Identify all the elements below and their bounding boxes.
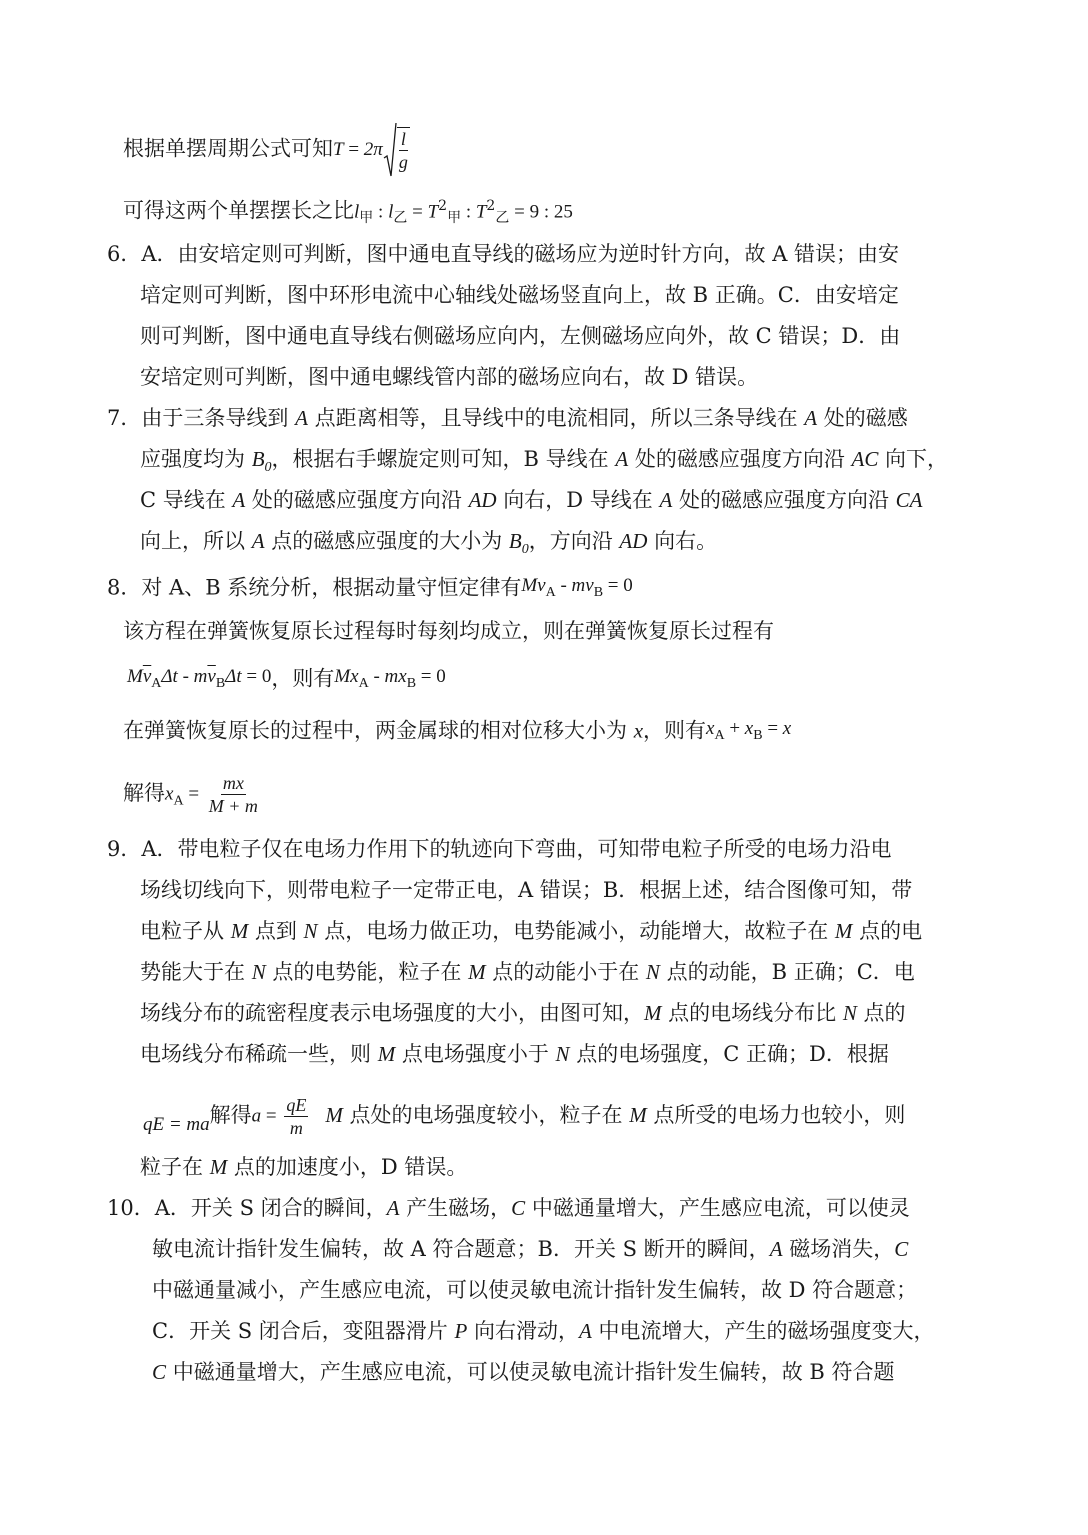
text-span: 处的磁感应强度方向沿	[245, 488, 469, 512]
var-AC: AC	[851, 447, 879, 471]
text-span: 磁场消失，	[782, 1237, 895, 1261]
question-6-line	[107, 240, 899, 268]
text-span: 敏电流计指针发生偏转，故 A 符合题意；B．开关 S 断开的瞬间，	[152, 1237, 770, 1261]
var-M: M	[377, 1042, 396, 1066]
text-span: 点的动能小于在	[485, 960, 646, 984]
formula-sub: 乙	[393, 210, 408, 227]
text-span: 根据单摆周期公式可知	[123, 136, 333, 161]
question-9-line	[143, 1094, 905, 1139]
fraction	[284, 1094, 308, 1139]
question-8-line	[123, 714, 791, 750]
question-8-line	[127, 662, 446, 698]
length-ratio-formula	[354, 192, 573, 232]
var-M: M	[325, 1103, 343, 1127]
formula-op: = 0	[603, 575, 633, 596]
text-span: A．带电粒子仅在电场力作用下的轨迹向下弯曲，可知带电粒子所受的电场力沿电	[141, 837, 892, 861]
question-9-line	[140, 958, 915, 986]
text-span: 则可判断，图中通电直导线右侧磁场应向内，左侧磁场应向外，故 C 错误；D．由	[140, 324, 901, 348]
formula-var: x	[744, 718, 754, 739]
momentum-formula	[521, 571, 632, 607]
var-C: C	[511, 1196, 526, 1220]
var-A: A	[615, 447, 629, 471]
text-span: 点，电场力做正功，电势能减小，动能增大，故粒子在	[317, 919, 835, 943]
sqrt-symbol	[383, 122, 410, 178]
acceleration-formula	[252, 1094, 312, 1139]
displacement-formula	[334, 662, 445, 698]
formula-var: Mx	[334, 666, 359, 687]
var-A: A	[295, 406, 308, 430]
fraction-numerator: l	[400, 129, 406, 149]
text-span: 点到	[248, 919, 304, 943]
var-P: P	[454, 1319, 468, 1343]
formula-sub: B	[593, 584, 604, 600]
var-M: M	[629, 1103, 647, 1127]
formula-op: :	[461, 201, 476, 223]
question-9-line	[140, 1153, 467, 1181]
var-M: M	[834, 919, 853, 943]
text-span: 可得这两个单摆摆长之比	[123, 198, 354, 223]
formula-sup: 2	[438, 198, 448, 214]
formula-sub: A	[358, 675, 369, 691]
var-A: A	[659, 488, 673, 512]
question-10-line	[107, 1194, 910, 1222]
var-C: C	[152, 1360, 167, 1384]
formula-op: -	[368, 666, 385, 687]
var-M: M	[468, 960, 486, 984]
text-span: 解得	[209, 1103, 252, 1127]
fraction-numerator: qE	[286, 1095, 307, 1115]
text-span: ，根据右手螺旋定则可知，B 导线在	[271, 447, 616, 471]
text-span: ，则有	[271, 666, 335, 691]
var-N: N	[842, 1001, 857, 1025]
question-7-line	[140, 486, 923, 514]
formula-op: =	[343, 139, 364, 160]
formula-op: =	[509, 201, 530, 223]
text-span: 点处的电场强度较小，粒子在	[342, 1103, 630, 1127]
formula-sub: A	[151, 675, 162, 691]
formula-var: x	[706, 718, 715, 739]
text-span: 中磁通量增大，产生感应电流，可以使灵敏电流计指针发生偏转，故 B 符合题	[166, 1360, 895, 1384]
text-span: 点所受的电场力也较小，则	[646, 1103, 906, 1127]
question-9-line	[140, 917, 922, 945]
var-M: M	[209, 1155, 228, 1179]
formula-var: x	[165, 783, 174, 805]
var-N: N	[555, 1042, 570, 1066]
var-AD: AD	[619, 529, 648, 553]
text-span: C 导线在	[140, 488, 233, 512]
text-span: 点的	[856, 1001, 906, 1025]
text-span: 向右。	[647, 529, 718, 553]
text-span: 向右，D 导线在	[496, 488, 660, 512]
formula-var: qE	[143, 1114, 165, 1135]
question-10-line	[152, 1276, 917, 1304]
var-N: N	[303, 919, 318, 943]
question-6-line	[140, 322, 900, 350]
question-8-line	[123, 617, 774, 645]
text-span: A．开关 S 闭合的瞬间，	[154, 1196, 387, 1220]
text-span: 培定则可判断，图中环形电流中心轴线处磁场竖直向上，故 B 正确。C．由安培定	[140, 283, 899, 307]
formula-var: Δt	[161, 666, 178, 687]
text-span: 场线切线向下，则带电粒子一定带正电，A 错误；B．根据上述，结合图像可知，带	[140, 878, 913, 902]
formula-op: -	[555, 575, 572, 596]
formula-var: x	[782, 718, 792, 739]
question-10-line	[152, 1358, 894, 1386]
text-span: 点距离相等，且导线中的电流相同，所以三条导线在	[307, 406, 805, 430]
fraction	[207, 772, 260, 817]
text-span: 点的电	[852, 919, 923, 943]
question-7-line	[140, 445, 948, 482]
question-6-line	[140, 363, 758, 391]
var-A: A	[579, 1319, 592, 1343]
text-span: 安培定则可判断，图中通电螺线管内部的磁场应向右，故 D 错误。	[140, 365, 759, 389]
text-span: 中磁通量增大，产生感应电流，可以使灵	[525, 1196, 910, 1220]
formula-sub: 甲	[447, 210, 462, 227]
text-span: 处的磁感	[817, 406, 908, 430]
question-number: 6．	[107, 242, 142, 266]
text-span: 粒子在	[140, 1155, 210, 1179]
average-velocity-formula: $M\overline{v}_A\Delta t - m\overline{v}_B\Delta t = 0$	[127, 666, 272, 691]
formula-sub: B	[215, 675, 226, 691]
question-9-line	[140, 876, 912, 904]
var-sub: 0	[521, 542, 529, 558]
var-C: C	[894, 1237, 909, 1261]
text-span: 该方程在弹簧恢复原长过程每时每刻均成立，则在弹簧恢复原长过程有	[123, 619, 774, 643]
fraction-denominator: g	[398, 152, 408, 172]
question-number: 9．	[107, 837, 142, 861]
text-span: 对 A、B 系统分析，根据动量守恒定律有	[141, 575, 522, 600]
text-span: 点的电场强度，C 正确；D．根据	[569, 1042, 889, 1066]
text-span: 点的电场线分布比	[661, 1001, 843, 1025]
var-A: A	[251, 529, 265, 553]
var-CA: CA	[895, 488, 923, 512]
question-7-line	[140, 527, 717, 564]
text-span: 势能大于在	[140, 960, 252, 984]
var-B0: B	[508, 529, 522, 553]
text-span: 向下，	[878, 447, 949, 471]
text-span: A．由安培定则可判断，图中通电直导线的磁场应为逆时针方向，故 A 错误；由安	[141, 242, 900, 266]
question-8-line	[123, 772, 263, 817]
formula-op: =	[762, 718, 783, 739]
var-x: x	[633, 718, 644, 743]
text-span: 点的磁感应强度的大小为	[264, 529, 509, 553]
formula-op: +	[724, 718, 745, 739]
question-7-line	[107, 404, 908, 432]
text-span: 向上，所以	[140, 529, 252, 553]
text-span: 点的加速度小，D 错误。	[227, 1155, 468, 1179]
formula-op: -	[177, 666, 194, 687]
fraction-denominator: m	[289, 1118, 303, 1138]
formula-var: T	[333, 139, 344, 160]
formula-op: = 0	[241, 666, 272, 687]
text-span: C．开关 S 闭合后，变阻器滑片	[152, 1319, 455, 1343]
formula-var: a	[251, 1105, 262, 1127]
text-span: 中磁通量减小，产生感应电流，可以使灵敏电流计指针发生偏转，故 D 符合题意；	[152, 1278, 918, 1302]
var-B0: B	[251, 447, 265, 471]
formula-var: l	[388, 201, 394, 223]
text-line	[123, 122, 410, 178]
fraction	[397, 127, 410, 173]
formula-var: $\overline{v}$	[207, 666, 216, 687]
formula-var: Δt	[225, 666, 242, 687]
var-M: M	[230, 919, 249, 943]
text-span: 解得	[123, 781, 165, 805]
question-number: 7．	[107, 406, 142, 430]
fraction-denominator: M + m	[208, 796, 258, 816]
text-span: 处的磁感应强度方向沿	[672, 488, 896, 512]
formula-sup: 2	[486, 198, 496, 214]
text-span: 点电场强度小于	[395, 1042, 556, 1066]
question-9-line	[140, 999, 906, 1027]
formula-op: = 0	[416, 666, 446, 687]
formula-sub: A	[545, 584, 556, 600]
question-9-line	[107, 835, 892, 863]
relative-displacement-formula	[706, 714, 791, 750]
var-N: N	[251, 960, 266, 984]
var-M: M	[644, 1001, 662, 1025]
text-span: 向右滑动，	[467, 1319, 579, 1343]
text-span: ，方向沿	[528, 529, 620, 553]
text-span: 产生磁场，	[399, 1196, 512, 1220]
formula-result: 9 : 25	[529, 201, 573, 223]
var-A: A	[386, 1196, 400, 1220]
text-span: 电场线分布稀疏一些，则	[140, 1042, 378, 1066]
formula-var: l	[354, 201, 360, 223]
formula-op: =	[261, 1105, 282, 1127]
formula-var: Mv	[521, 575, 546, 596]
formula-var: T	[475, 201, 487, 223]
var-sub: 0	[264, 460, 272, 476]
formula-var: $\overline{v}$	[142, 666, 152, 687]
fraction-numerator: mx	[222, 773, 244, 793]
text-span: 电粒子从	[140, 919, 231, 943]
formula-var: mv	[571, 575, 594, 596]
question-10-line	[152, 1235, 908, 1263]
text-span: 点的电势能，粒子在	[265, 960, 469, 984]
var-AD: AD	[468, 488, 497, 512]
text-span: 中电流增大，产生的磁场强度变大，	[591, 1319, 935, 1343]
text-span: ，则有	[643, 718, 707, 743]
formula-sub: A	[714, 727, 725, 743]
formula-sub: 甲	[359, 210, 374, 227]
text-span: 点的动能，B 正确；C．电	[659, 960, 915, 984]
question-10-line	[152, 1317, 935, 1345]
var-A: A	[769, 1237, 783, 1261]
text-span: 在弹簧恢复原长的过程中，两金属球的相对位移大小为	[123, 718, 634, 743]
formula-op: =	[183, 783, 204, 805]
formula-var: T	[427, 201, 439, 223]
formula-var: 2π	[363, 139, 383, 160]
question-6-line	[140, 281, 899, 309]
question-number: 10．	[107, 1196, 155, 1220]
pendulum-period-formula	[333, 122, 410, 178]
text-span: 处的磁感应强度方向沿	[628, 447, 852, 471]
text-span: 场线分布的疏密程度表示电场强度的大小，由图可知，	[140, 1001, 644, 1025]
formula-sub: B	[406, 675, 417, 691]
question-number: 8．	[107, 575, 142, 600]
formula-var: mx	[384, 666, 407, 687]
var-N: N	[645, 960, 660, 984]
formula-sub: B	[753, 727, 763, 743]
var-A: A	[804, 406, 818, 430]
question-9-line	[140, 1040, 889, 1068]
newton-formula	[143, 1110, 210, 1139]
formula-op: :	[373, 201, 389, 223]
text-span: 应强度均为	[140, 447, 252, 471]
question-8-line	[107, 571, 633, 607]
text-span: 由于三条导线到	[141, 406, 296, 430]
var-A: A	[232, 488, 246, 512]
formula-var: = ma	[164, 1114, 210, 1135]
text-line	[123, 192, 573, 232]
solution-formula	[165, 772, 263, 817]
formula-op: =	[407, 201, 428, 223]
formula-sub: 乙	[495, 210, 510, 227]
formula-sub: A	[173, 793, 184, 809]
